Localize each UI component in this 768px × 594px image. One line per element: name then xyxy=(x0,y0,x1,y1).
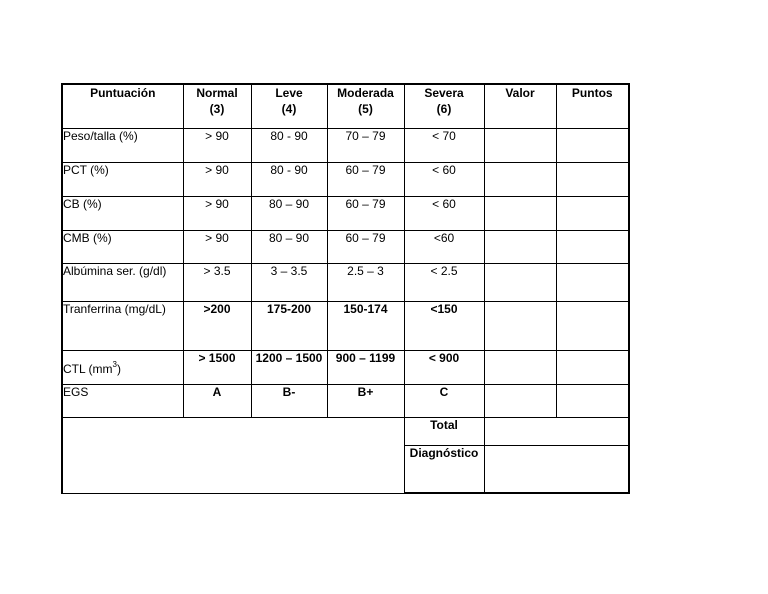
total-label: Total xyxy=(404,417,484,445)
cell-normal: A xyxy=(183,384,251,417)
total-value[interactable] xyxy=(484,417,629,445)
header-moderada: Moderada (5) xyxy=(327,84,404,128)
cell-severa: < 60 xyxy=(404,162,484,196)
unit-superscript: 3 xyxy=(112,359,117,369)
cell-severa: < 900 xyxy=(404,350,484,384)
cell-leve: 80 - 90 xyxy=(251,128,327,162)
header-normal: Normal (3) xyxy=(183,84,251,128)
cell-normal: > 90 xyxy=(183,230,251,263)
cell-valor[interactable] xyxy=(484,230,556,263)
cell-moderada: 150-174 xyxy=(327,301,404,350)
cell-moderada: 900 – 1199 xyxy=(327,350,404,384)
cell-valor[interactable] xyxy=(484,384,556,417)
table-row xyxy=(62,230,629,263)
cell-leve: 80 – 90 xyxy=(251,230,327,263)
cell-valor[interactable] xyxy=(484,128,556,162)
cell-valor[interactable] xyxy=(484,162,556,196)
header-puntos: Puntos xyxy=(556,84,629,128)
cell-normal: > 3.5 xyxy=(183,263,251,301)
row-label: Albúmina ser. (g/dl) xyxy=(62,263,183,301)
cell-leve: B- xyxy=(251,384,327,417)
cell-moderada: B+ xyxy=(327,384,404,417)
table-row xyxy=(62,350,629,384)
cell-moderada: 60 – 79 xyxy=(327,230,404,263)
cell-severa: < 60 xyxy=(404,196,484,230)
row-label: PCT (%) xyxy=(62,162,183,196)
table-row xyxy=(62,263,629,301)
cell-puntos[interactable] xyxy=(556,384,629,417)
row-label: Peso/talla (%) xyxy=(62,128,183,162)
cell-severa: < 70 xyxy=(404,128,484,162)
cell-leve: 80 - 90 xyxy=(251,162,327,196)
cell-puntos[interactable] xyxy=(556,263,629,301)
cell-valor[interactable] xyxy=(484,196,556,230)
cell-moderada: 70 – 79 xyxy=(327,128,404,162)
cell-valor[interactable] xyxy=(484,263,556,301)
table-row xyxy=(62,128,629,162)
row-label: EGS xyxy=(62,384,183,417)
cell-severa: C xyxy=(404,384,484,417)
cell-normal: > 90 xyxy=(183,128,251,162)
row-label: CTL $(mm^3)$ xyxy=(62,350,183,384)
cell-leve: 3 – 3.5 xyxy=(251,263,327,301)
header-severa: Severa (6) xyxy=(404,84,484,128)
cell-puntos[interactable] xyxy=(556,128,629,162)
cell-moderada: 60 – 79 xyxy=(327,162,404,196)
diagnostico-value[interactable] xyxy=(484,445,629,493)
cell-leve: 80 – 90 xyxy=(251,196,327,230)
table-row xyxy=(62,301,629,350)
header-row xyxy=(62,84,629,128)
cell-normal: > 90 xyxy=(183,162,251,196)
header-leve: Leve (4) xyxy=(251,84,327,128)
cell-valor[interactable] xyxy=(484,301,556,350)
cell-valor[interactable] xyxy=(484,350,556,384)
cell-severa: < 2.5 xyxy=(404,263,484,301)
header-valor: Valor xyxy=(484,84,556,128)
header-puntuacion: Puntuación xyxy=(62,84,183,128)
row-label: CMB (%) xyxy=(62,230,183,263)
cell-normal: > 90 xyxy=(183,196,251,230)
cell-severa: <60 xyxy=(404,230,484,263)
cell-puntos[interactable] xyxy=(556,162,629,196)
cell-puntos[interactable] xyxy=(556,196,629,230)
total-row xyxy=(62,417,629,445)
table-row xyxy=(62,196,629,230)
cell-moderada: 60 – 79 xyxy=(327,196,404,230)
nutrition-assessment-table xyxy=(61,83,630,494)
cell-moderada: 2.5 – 3 xyxy=(327,263,404,301)
cell-puntos[interactable] xyxy=(556,301,629,350)
cell-puntos[interactable] xyxy=(556,230,629,263)
cell-leve: 175-200 xyxy=(251,301,327,350)
row-label: Tranferrina (mg/dL) xyxy=(62,301,183,350)
cell-severa: <150 xyxy=(404,301,484,350)
cell-puntos[interactable] xyxy=(556,350,629,384)
row-label: CB (%) xyxy=(62,196,183,230)
table-row xyxy=(62,162,629,196)
footer-empty-area xyxy=(62,417,404,493)
cell-normal: >200 xyxy=(183,301,251,350)
cell-normal: > 1500 xyxy=(183,350,251,384)
diagnostico-label: Diagnóstico xyxy=(404,445,484,493)
cell-leve: 1200 – 1500 xyxy=(251,350,327,384)
table-row xyxy=(62,384,629,417)
